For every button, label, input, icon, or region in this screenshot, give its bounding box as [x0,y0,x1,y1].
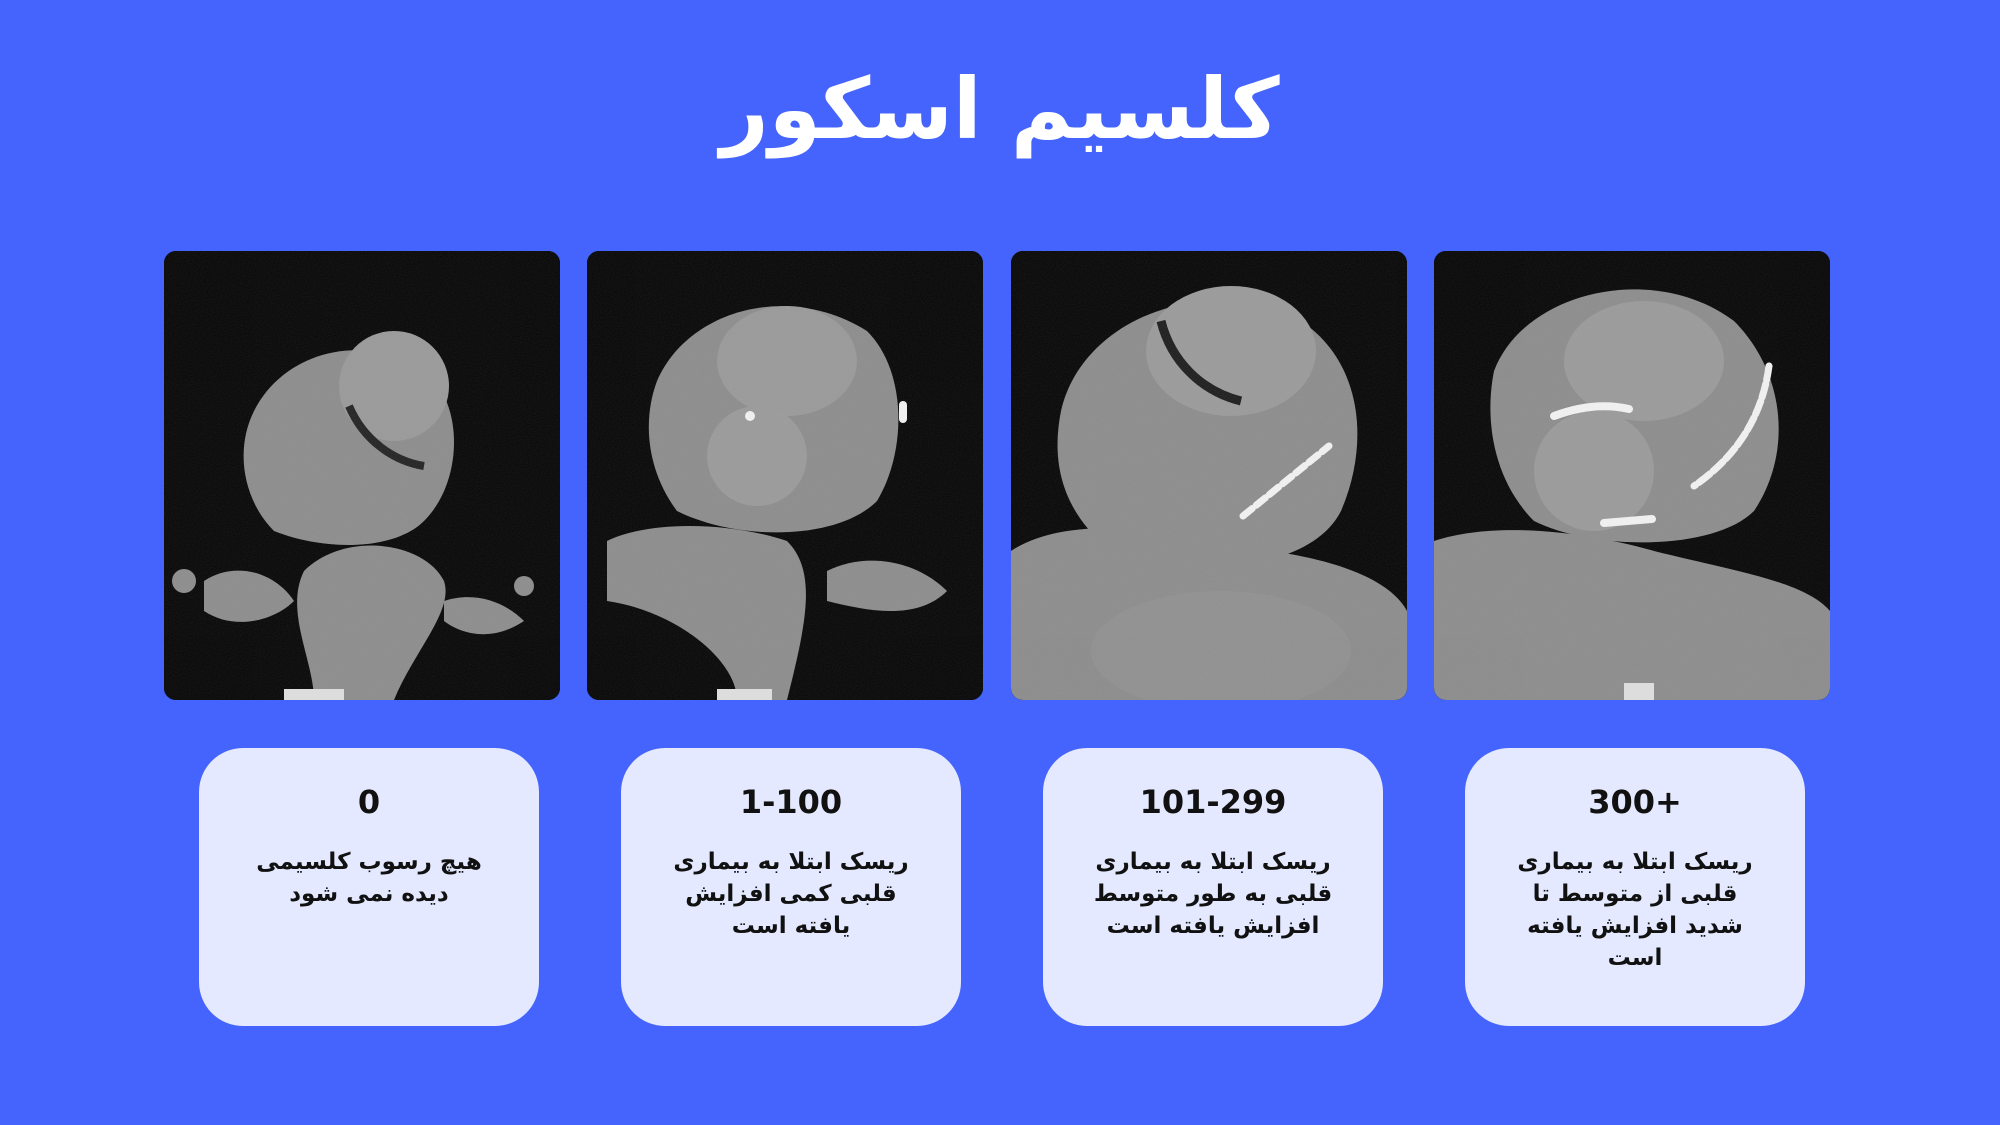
score-description: ریسک ابتلا به بیماری قلبی به طور متوسط افزایش یافته است [1093,849,1333,939]
score-card-0 [199,748,539,1026]
score-value: 1-100 [739,783,843,821]
score-description: هیچ رسوب کلسیمی دیده نمی شود [256,849,482,907]
ct-scan-score-300-plus-image [1434,251,1830,700]
ct-scan-image-score-0 [164,251,560,700]
ct-scan-image-score-300-plus [1434,251,1830,700]
score-value: 0 [357,783,381,821]
ct-scan-image-score-1-100 [587,251,983,700]
ct-scan-score-1-100-image [587,251,983,700]
score-card-300-plus [1465,748,1805,1026]
score-value: 300+ [1588,783,1682,821]
score-description: ریسک ابتلا به بیماری قلبی کمی افزایش یافته است [673,849,909,939]
page-title: کلسیم اسکور [720,60,1280,158]
ct-scan-score-0-image [164,251,560,700]
score-value: 101-299 [1139,783,1287,821]
ct-scan-score-101-299-image [1011,251,1407,700]
ct-scan-image-score-101-299 [1011,251,1407,700]
score-card-1-100 [621,748,961,1026]
score-card-101-299 [1043,748,1383,1026]
score-description: ریسک ابتلا به بیماری قلبی از متوسط تا شدید افزایش یافته است [1517,849,1753,971]
